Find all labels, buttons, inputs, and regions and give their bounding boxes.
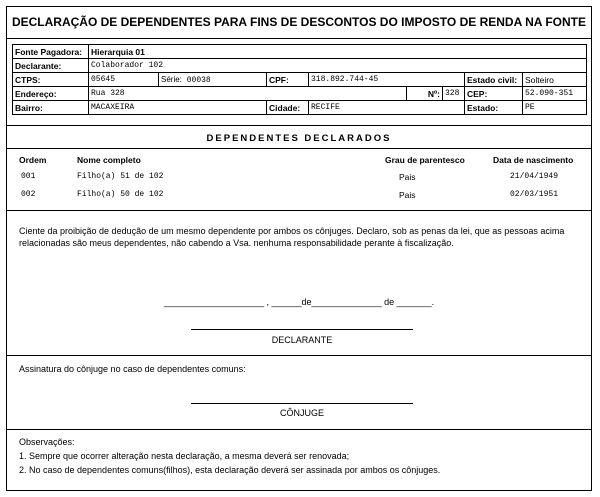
endereco-value: Rua 328 <box>89 87 407 101</box>
cidade-value: RECIFE <box>309 101 465 115</box>
table-row <box>13 73 587 87</box>
dep-grau: Pais <box>399 172 416 182</box>
employee-info-table <box>12 44 587 115</box>
table-row <box>13 59 587 73</box>
fonte-pagadora-value: Hierarquia 01 <box>89 45 587 59</box>
ctps-label: CTPS: <box>13 73 89 87</box>
dep-nome: Filho(a) 51 de 102 <box>77 172 164 181</box>
cidade-label: Cidade: <box>267 101 309 115</box>
declarante-label: Declarante: <box>13 59 89 73</box>
form-title: DECLARAÇÃO DE DEPENDENTES PARA FINS DE DESCONTOS DO IMPOSTO DE RENDA NA FONTE <box>7 7 591 39</box>
bairro-value: MACAXEIRA <box>89 101 267 115</box>
declaration-form <box>6 6 592 491</box>
divider <box>7 355 591 356</box>
observacoes-title: Observações: <box>19 437 75 447</box>
divider <box>7 429 591 430</box>
dep-ordem: 001 <box>21 172 36 181</box>
signature-line <box>191 329 413 330</box>
estado-civil-label: Estado civil: <box>465 73 523 87</box>
grau-header: Grau de parentesco <box>385 155 465 165</box>
dep-grau: Pais <box>399 190 416 200</box>
divider <box>7 125 591 126</box>
numero-label: Nº: <box>407 87 443 101</box>
dep-ordem: 002 <box>21 190 36 199</box>
divider <box>7 148 591 149</box>
estado-civil-value: Solteiro <box>523 73 587 87</box>
fonte-pagadora-label: Fonte Pagadora: <box>13 45 89 59</box>
table-row <box>13 45 587 59</box>
declaration-text: Ciente da proibição de dedução de um mesmo dependente por ambos os cônjuges. Declaro, sob as penas da lei, que as pessoas acima relacionadas são meus dependentes, não cabendo a Vsa. nenhuma responsabilidade perante à fiscalização. <box>19 226 565 248</box>
dep-nascimento: 21/04/1949 <box>510 172 559 181</box>
numero-value: 328 <box>443 87 465 101</box>
conjuge-signature-label: CÔNJUGE <box>279 408 324 418</box>
serie-label: Série: <box>161 74 182 84</box>
nome-header: Nome completo <box>77 155 141 165</box>
divider <box>7 210 591 211</box>
date-line: ____________________ , ______de______________ de _______. <box>163 297 435 307</box>
dependentes-section-title: DEPENDENTES DECLARADOS <box>206 133 392 144</box>
table-row <box>13 87 587 101</box>
signature-line <box>191 403 413 404</box>
observacao-item: 1. Sempre que ocorrer alteração nesta declaração, a mesma deverá ser renovada; <box>19 451 350 461</box>
cep-value: 52.090-351 <box>523 87 587 101</box>
serie-cell <box>159 73 267 87</box>
dep-nascimento: 02/03/1951 <box>510 190 559 199</box>
dep-nome: Filho(a) 50 de 102 <box>77 190 164 199</box>
ordem-header: Ordem <box>19 155 47 165</box>
table-row <box>13 101 587 115</box>
cpf-value: 318.892.744-45 <box>309 73 465 87</box>
bairro-label: Bairro: <box>13 101 89 115</box>
nascimento-header: Data de nascimento <box>493 155 574 165</box>
endereco-label: Endereço: <box>13 87 89 101</box>
estado-value: PE <box>523 101 587 115</box>
declarante-value: Colaborador 102 <box>89 59 587 73</box>
cpf-label: CPF: <box>267 73 309 87</box>
spouse-signature-text: Assinatura do cônjuge no caso de dependentes comuns: <box>19 364 246 374</box>
serie-value: 00038 <box>186 75 211 85</box>
observacao-item: 2. No caso de dependentes comuns(filhos), esta declaração deverá ser assinada por ambos os cônjuges. <box>19 465 441 475</box>
cep-label: CEP: <box>465 87 523 101</box>
ctps-value: 05645 <box>89 73 159 87</box>
declarante-signature-label: DECLARANTE <box>271 335 333 345</box>
estado-label: Estado: <box>465 101 523 115</box>
